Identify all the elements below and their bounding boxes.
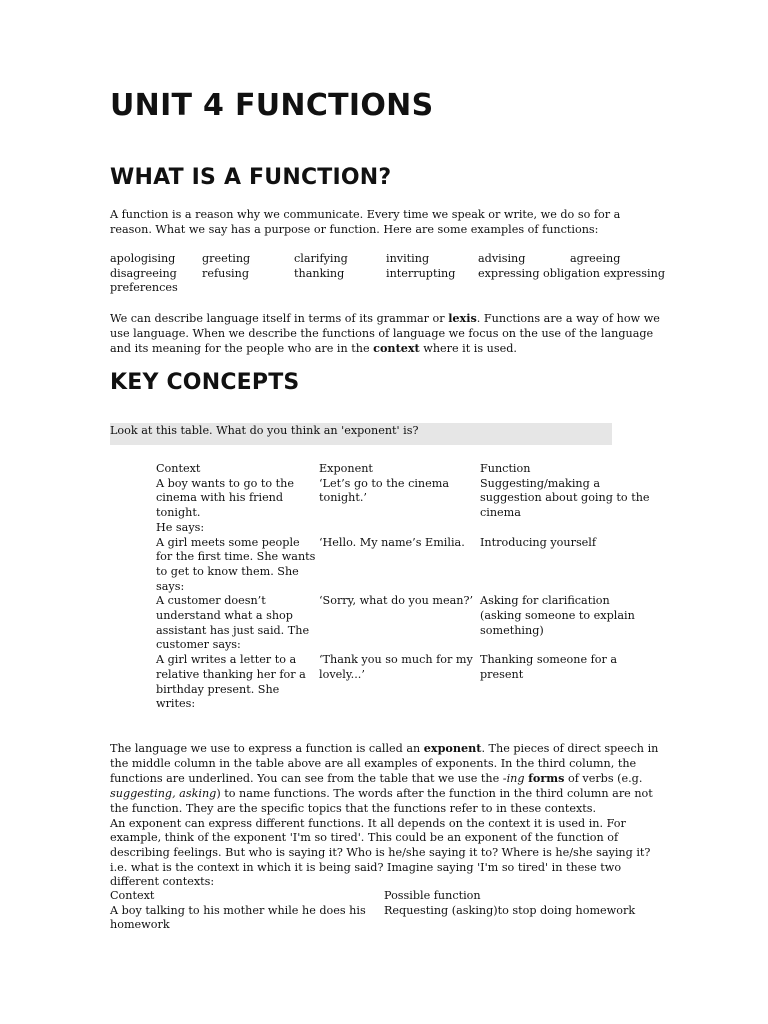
table-cell-function: Asking for clarification (asking someone to explain something) xyxy=(480,594,635,637)
table-cell-context: A girl writes a letter to a relative thanking her for a birthday present. She writes: xyxy=(156,653,306,711)
prompt-box: Look at this table. What do you think an 'exponent' is? xyxy=(110,423,612,445)
bold-term-context: context xyxy=(373,341,420,356)
function-examples-row xyxy=(110,267,670,282)
intro-paragraph: A function is a reason why we communicate. Every time we speak or write, we do so for a reason. What we say has a purpose or function. Here are some examples of functions: xyxy=(110,208,621,236)
text-run: where it is used. xyxy=(419,342,517,356)
function-example: greeting xyxy=(202,252,251,265)
section-heading-key-concepts: KEY CONCEPTS xyxy=(110,370,300,395)
bold-term-exponent: exponent xyxy=(423,741,482,755)
table-row xyxy=(156,594,656,653)
table-cell-function: Suggesting/making a suggestion about going to the cinema xyxy=(480,476,650,520)
context-paragraph: An exponent can express different functions. It all depends on the context it is used in. For example, think of the exponent 'I'm so tired'. This could be an exponent of the function of describing feelings. But who is saying it? Who is he/she saying it to? Where is he/she saying it? i.e. what is the context in which it is being said? Imagine saying 'I'm so tired' in these two different contexts: xyxy=(110,816,651,889)
table-row xyxy=(156,536,656,595)
table-row xyxy=(156,653,656,712)
table-cell-function: Thanking someone for a present xyxy=(480,653,618,681)
lexis-paragraph xyxy=(110,311,660,357)
text-run: . Functions are a way of how we use language. When we describe the functions of language we focus on the use of the language and its meaning for the people who are in the xyxy=(110,312,660,356)
function-example: apologising xyxy=(110,252,176,265)
italic-examples: suggesting, asking xyxy=(110,787,217,801)
text-run: of verbs (e.g. xyxy=(564,772,643,786)
function-example: refusing xyxy=(202,266,250,280)
table-cell-context: A girl meets some people for the first time. She wants to get to know them. She says: xyxy=(156,535,316,593)
table-header: Context xyxy=(110,889,155,902)
table-row xyxy=(110,904,670,933)
function-example: interrupting xyxy=(386,266,456,280)
bold-term-forms: forms xyxy=(528,771,565,786)
text-run: The language we use to express a function is called an xyxy=(110,742,424,755)
text-run: We can describe language itself in terms of its grammar or xyxy=(110,312,449,325)
text-run: . The pieces of direct speech in the middle column in the table above are all examples of exponents. In the third column, the functions are underlined. You can see from the table that we use the xyxy=(110,742,659,786)
table-header: Context xyxy=(156,462,201,475)
function-example: disagreeing xyxy=(110,266,177,280)
exponent-paragraph xyxy=(110,741,662,817)
table-cell-exponent: ‘Sorry, what do you mean?’ xyxy=(319,594,474,608)
table-header: Exponent xyxy=(319,462,373,475)
function-example: expressing obligation expressing xyxy=(478,266,665,280)
table-cell-context: A boy talking to his mother while he does his homework xyxy=(110,903,366,932)
section-heading-what-is-a-function: WHAT IS A FUNCTION? xyxy=(110,165,392,190)
table-cell-exponent: ‘Let’s go to the cinema tonight.’ xyxy=(319,476,450,505)
italic-term-ing: -ing xyxy=(502,772,525,786)
table-cell-function: Introducing yourself xyxy=(480,535,597,549)
function-example: inviting xyxy=(386,252,430,265)
function-examples-row xyxy=(110,281,670,296)
function-example: clarifying xyxy=(294,252,348,265)
function-examples-row xyxy=(110,252,670,267)
exponent-table xyxy=(156,462,656,712)
context-function-table xyxy=(110,889,670,933)
table-row xyxy=(156,477,656,536)
text-run: ) to name functions. The words after the function in the third column are not the function. They are the specific topics that the functions refer to in these contexts. xyxy=(110,787,653,815)
table-cell-function: Requesting (asking)to stop doing homework xyxy=(384,903,636,917)
page-title: UNIT 4 FUNCTIONS xyxy=(110,88,434,123)
table-cell-exponent: ‘Thank you so much for my lovely...’ xyxy=(319,653,473,681)
table-cell-exponent: ‘Hello. My name’s Emilia. xyxy=(319,535,465,549)
function-example: advising xyxy=(478,252,526,265)
table-header: Function xyxy=(480,462,531,475)
function-examples xyxy=(110,252,670,296)
table-header-row xyxy=(156,462,656,477)
function-example: agreeing xyxy=(570,252,621,265)
table-cell-context: A customer doesn’t understand what a shop assistant has just said. The customer says: xyxy=(156,594,310,652)
function-example: preferences xyxy=(110,281,178,295)
exponent-explanation xyxy=(110,741,662,890)
table-header-row xyxy=(110,889,670,904)
function-example: thanking xyxy=(294,266,345,280)
table-cell-context: A boy wants to go to the cinema with his friend tonight. He says: xyxy=(156,476,295,534)
bold-term-lexis: lexis xyxy=(448,311,477,325)
table-header: Possible function xyxy=(384,889,481,902)
